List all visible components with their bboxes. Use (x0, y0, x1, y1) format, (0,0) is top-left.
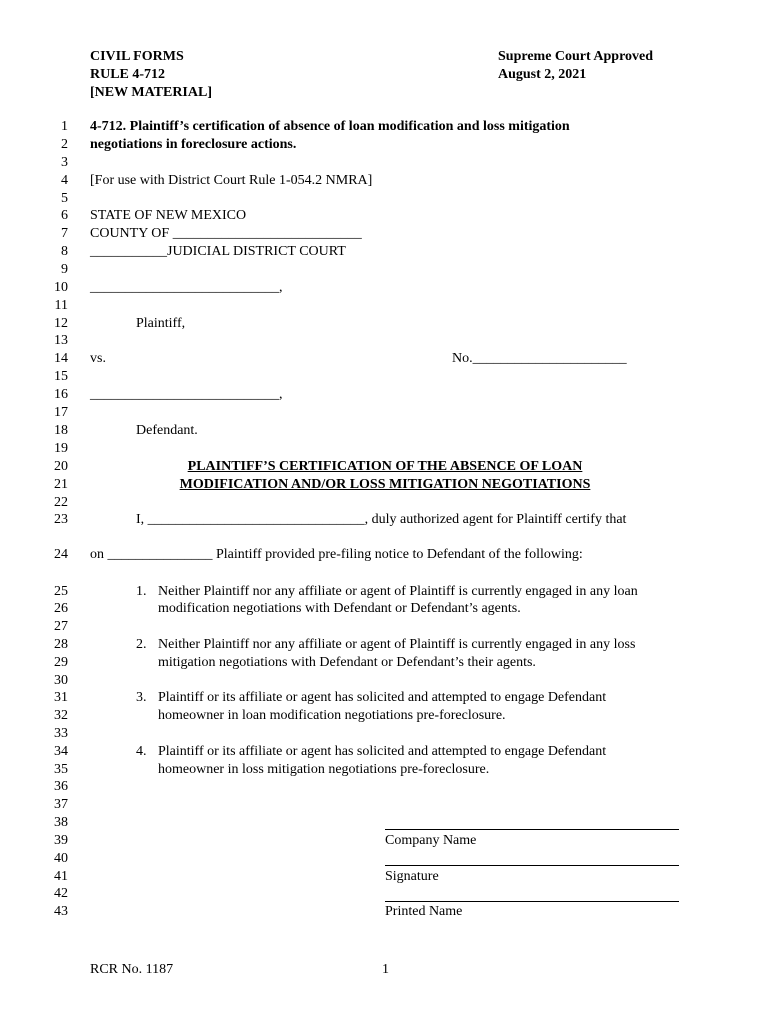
list-item-text: Plaintiff or its affiliate or agent has solicited and attempted to engage Defendant (158, 744, 607, 759)
list-item-text: modification negotiations with Defendant or Defendant’s agents. (158, 601, 521, 616)
line-number: 40 (54, 851, 68, 866)
line-number: 29 (54, 655, 68, 670)
line-number: 23 (54, 512, 68, 527)
plaintiff-label: Plaintiff, (136, 316, 186, 331)
form-title-line-1: 4-712. Plaintiff’s certification of absence of loan modification and loss mitigation (90, 119, 570, 134)
line-number: 12 (54, 316, 68, 331)
list-item-number: 2. (136, 637, 147, 652)
line-number: 30 (54, 673, 68, 688)
signature-line (385, 865, 679, 866)
list-item-text: homeowner in loan modification negotiations pre-foreclosure. (158, 708, 506, 723)
line-number: 7 (61, 226, 68, 241)
line-number: 4 (61, 173, 68, 188)
line-number: 11 (54, 298, 68, 313)
case-number-field: No.______________________ (452, 351, 627, 366)
signature-label: Signature (385, 869, 439, 884)
line-number: 3 (61, 155, 68, 170)
header-civil-forms: CIVIL FORMS (90, 49, 184, 64)
notice-date-line: on _______________ Plaintiff provided pre-filing notice to Defendant of the following: (90, 547, 583, 562)
state-line: STATE OF NEW MEXICO (90, 208, 247, 223)
line-number: 1 (61, 119, 68, 134)
line-number: 33 (54, 726, 68, 741)
line-number: 16 (54, 387, 68, 402)
line-number: 35 (54, 762, 68, 777)
list-item-text: Plaintiff or its affiliate or agent has solicited and attempted to engage Defendant (158, 690, 607, 705)
line-number: 24 (54, 547, 68, 562)
line-number: 28 (54, 637, 68, 652)
list-item-text: homeowner in loss mitigation negotiations pre-foreclosure. (158, 762, 490, 777)
line-number: 20 (54, 459, 68, 474)
company-name-line (385, 829, 679, 830)
court-field: ___________JUDICIAL DISTRICT COURT (90, 244, 346, 259)
list-item-number: 1. (136, 584, 147, 599)
line-number: 6 (61, 208, 68, 223)
line-number: 19 (54, 441, 68, 456)
line-number: 15 (54, 369, 68, 384)
line-number: 41 (54, 869, 68, 884)
list-item-text: Neither Plaintiff nor any affiliate or agent of Plaintiff is currently engaged in any loss (158, 637, 636, 652)
plaintiff-name-field: ___________________________, (90, 280, 283, 295)
line-number: 18 (54, 423, 68, 438)
line-number: 9 (61, 262, 68, 277)
certification-heading-line-1: PLAINTIFF’S CERTIFICATION OF THE ABSENCE OF LOAN (187, 459, 583, 474)
county-field: COUNTY OF ___________________________ (90, 226, 362, 241)
line-number: 8 (61, 244, 68, 259)
line-number: 27 (54, 619, 68, 634)
list-item-number: 3. (136, 690, 147, 705)
printed-name-line (385, 901, 679, 902)
line-number: 31 (54, 690, 68, 705)
defendant-name-field: ___________________________, (90, 387, 283, 402)
line-number: 25 (54, 584, 68, 599)
rcr-number: RCR No. 1187 (90, 962, 174, 977)
line-number: 13 (54, 333, 68, 348)
defendant-label: Defendant. (136, 423, 198, 438)
line-number: 32 (54, 708, 68, 723)
agent-certify-line: I, _______________________________, duly authorized agent for Plaintiff certify that (136, 512, 627, 527)
line-number: 22 (54, 495, 68, 510)
line-number: 17 (54, 405, 68, 420)
line-number: 34 (54, 744, 68, 759)
line-number: 10 (54, 280, 68, 295)
line-number: 14 (54, 351, 68, 366)
line-number: 42 (54, 886, 68, 901)
header-new-material: [NEW MATERIAL] (90, 85, 212, 100)
line-number: 39 (54, 833, 68, 848)
printed-name-label: Printed Name (385, 904, 463, 919)
line-number: 2 (61, 137, 68, 152)
certification-heading-line-2: MODIFICATION AND/OR LOSS MITIGATION NEGOTIATIONS (179, 477, 591, 492)
line-number: 36 (54, 779, 68, 794)
header-approval: Supreme Court Approved (498, 49, 654, 64)
form-title-line-2: negotiations in foreclosure actions. (90, 137, 297, 152)
list-item-text: mitigation negotiations with Defendant or Defendant’s their agents. (158, 655, 536, 670)
line-number: 38 (54, 815, 68, 830)
line-number: 5 (61, 191, 68, 206)
header-approval-date: August 2, 2021 (498, 67, 587, 82)
list-item-text: Neither Plaintiff nor any affiliate or agent of Plaintiff is currently engaged in any loan (158, 584, 638, 599)
page-number: 1 (382, 962, 389, 977)
line-number: 43 (54, 904, 68, 919)
line-number: 26 (54, 601, 68, 616)
use-note: [For use with District Court Rule 1-054.2 NMRA] (90, 173, 373, 188)
line-number: 21 (54, 477, 68, 492)
versus-label: vs. (90, 351, 106, 366)
header-rule-number: RULE 4-712 (90, 67, 166, 82)
company-name-label: Company Name (385, 833, 477, 848)
list-item-number: 4. (136, 744, 147, 759)
line-number: 37 (54, 797, 68, 812)
